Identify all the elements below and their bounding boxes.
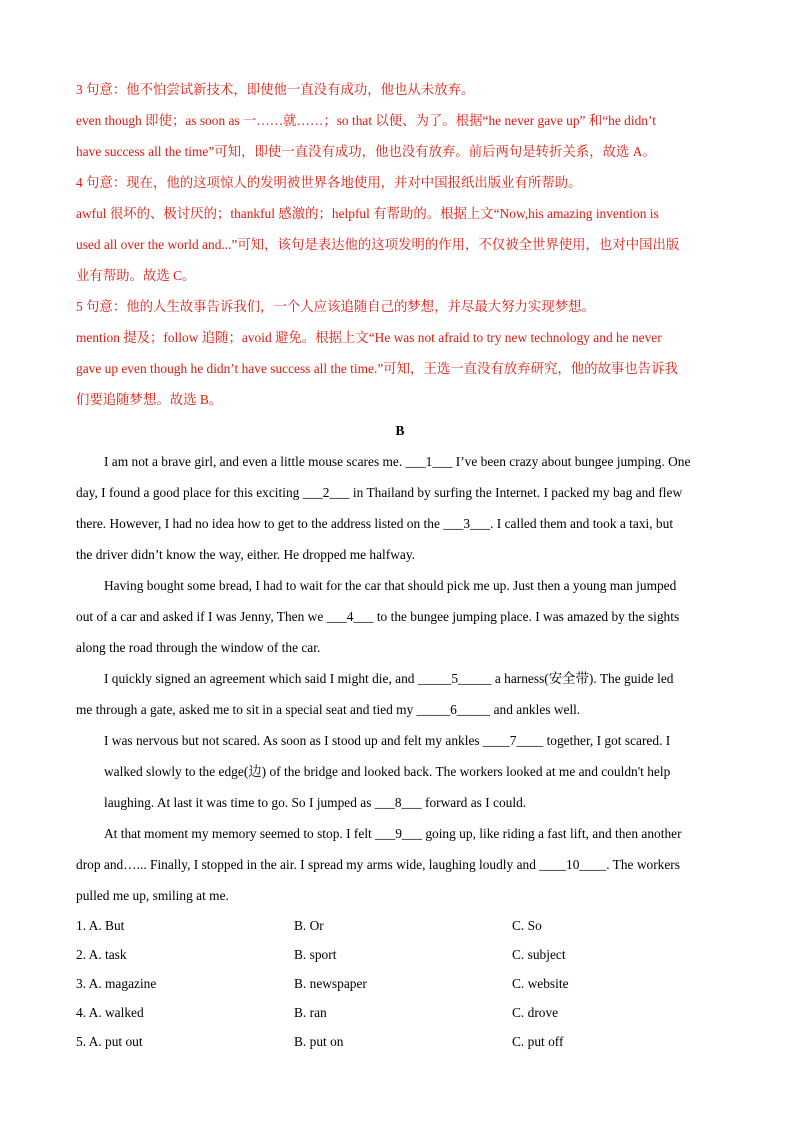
passage-paragraph-5 bbox=[76, 818, 724, 911]
explanation-line: 5 句意：他的人生故事告诉我们，一个人应该追随自己的梦想，并尽最大努力实现梦想。 bbox=[76, 299, 595, 314]
option-row-5 bbox=[76, 1027, 724, 1056]
option-a: 1. A. But bbox=[76, 918, 125, 933]
option-b: B. put on bbox=[294, 1034, 344, 1049]
passage-line: day, I found a good place for this exciting ___2___ in Thailand by surfing the Internet. I packed my bag and flew bbox=[76, 485, 683, 500]
passage-line: drop and…... Finally, I stopped in the air. I spread my arms wide, laughing loudly and ____10____. The workers bbox=[76, 857, 680, 872]
explanation-line: mention 提及；follow 追随；avoid 避免。根据上文“He was not afraid to try new technology and he never bbox=[76, 330, 662, 345]
explanation-3 bbox=[76, 74, 724, 167]
option-b: B. newspaper bbox=[294, 976, 367, 991]
explanation-line: 业有帮助。故选 C。 bbox=[76, 268, 196, 283]
explanation-4 bbox=[76, 167, 724, 291]
passage-line: laughing. At last it was time to go. So I jumped as ___8___ forward as I could. bbox=[104, 795, 527, 810]
explanation-5 bbox=[76, 291, 724, 415]
passage-line: I am not a brave girl, and even a little mouse scares me. ___1___ I’ve been crazy about bungee jumping. One bbox=[104, 454, 691, 469]
option-a: 3. A. magazine bbox=[76, 976, 157, 991]
option-row-4 bbox=[76, 998, 724, 1027]
document-page bbox=[76, 74, 724, 1056]
option-c: C. So bbox=[512, 918, 542, 933]
explanation-line: gave up even though he didn’t have success all the time.”可知，王选一直没有放弃研究，他的故事也告诉我 bbox=[76, 361, 678, 376]
option-b: B. Or bbox=[294, 918, 324, 933]
passage-line: At that moment my memory seemed to stop. I felt ___9___ going up, like riding a fast lift, and then another bbox=[104, 826, 682, 841]
passage-line: the driver didn’t know the way, either. He dropped me halfway. bbox=[76, 547, 416, 562]
passage-line: pulled me up, smiling at me. bbox=[76, 888, 229, 903]
explanation-line: awful 很坏的、极讨厌的；thankful 感激的；helpful 有帮助的。根据上文“Now,his amazing invention is bbox=[76, 206, 659, 221]
passage-line: along the road through the window of the car. bbox=[76, 640, 321, 655]
option-b: B. sport bbox=[294, 947, 337, 962]
explanation-line: even though 即使；as soon as 一……就……；so that 以便、为了。根据“he never gave up” 和“he didn’t bbox=[76, 113, 656, 128]
passage-line: I quickly signed an agreement which said I might die, and _____5_____ a harness(安全带). The guide led bbox=[104, 671, 674, 686]
passage-line: walked slowly to the edge(边) of the bridge and looked back. The workers looked at me and couldn't help bbox=[104, 764, 671, 779]
passage bbox=[76, 446, 724, 911]
passage-paragraph-1 bbox=[76, 446, 724, 570]
explanation-line: used all over the world and...”可知，该句是表达他的这项发明的作用，不仅被全世界使用，也对中国出版 bbox=[76, 237, 680, 252]
passage-line: out of a car and asked if I was Jenny, Then we ___4___ to the bungee jumping place. I was amazed by the sights bbox=[76, 609, 680, 624]
option-a: 4. A. walked bbox=[76, 1005, 144, 1020]
option-row-3 bbox=[76, 969, 724, 998]
option-b: B. ran bbox=[294, 1005, 327, 1020]
option-c: C. subject bbox=[512, 947, 566, 962]
option-a: 2. A. task bbox=[76, 947, 127, 962]
option-row-1 bbox=[76, 911, 724, 940]
option-row-2 bbox=[76, 940, 724, 969]
options-list bbox=[76, 911, 724, 1056]
option-c: C. put off bbox=[512, 1034, 564, 1049]
option-c: C. website bbox=[512, 976, 569, 991]
passage-paragraph-3 bbox=[76, 663, 724, 725]
option-c: C. drove bbox=[512, 1005, 559, 1020]
passage-paragraph-2 bbox=[76, 570, 724, 663]
explanation-line: have success all the time”可知，即使一直没有成功，他也没有放弃。前后两句是转折关系，故选 A。 bbox=[76, 144, 656, 159]
passage-line: me through a gate, asked me to sit in a special seat and tied my _____6_____ and ankles well. bbox=[76, 702, 581, 717]
passage-line: I was nervous but not scared. As soon as I stood up and felt my ankles ____7____ together, I got scared. I bbox=[104, 733, 671, 748]
passage-paragraph-4 bbox=[76, 725, 724, 818]
explanation-line: 4 句意：现在，他的这项惊人的发明被世界各地使用，并对中国报纸出版业有所帮助。 bbox=[76, 175, 582, 190]
passage-line: Having bought some bread, I had to wait for the car that should pick me up. Just then a young man jumped bbox=[104, 578, 677, 593]
explanation-line: 3 句意：他不怕尝试新技术，即使他一直没有成功，他也从未放弃。 bbox=[76, 82, 475, 97]
passage-line: there. However, I had no idea how to get to the address listed on the ___3___. I called them and took a taxi, but bbox=[76, 516, 674, 531]
explanation-line: 们要追随梦想。故选 B。 bbox=[76, 392, 223, 407]
option-a: 5. A. put out bbox=[76, 1034, 143, 1049]
section-title: B bbox=[395, 423, 405, 438]
